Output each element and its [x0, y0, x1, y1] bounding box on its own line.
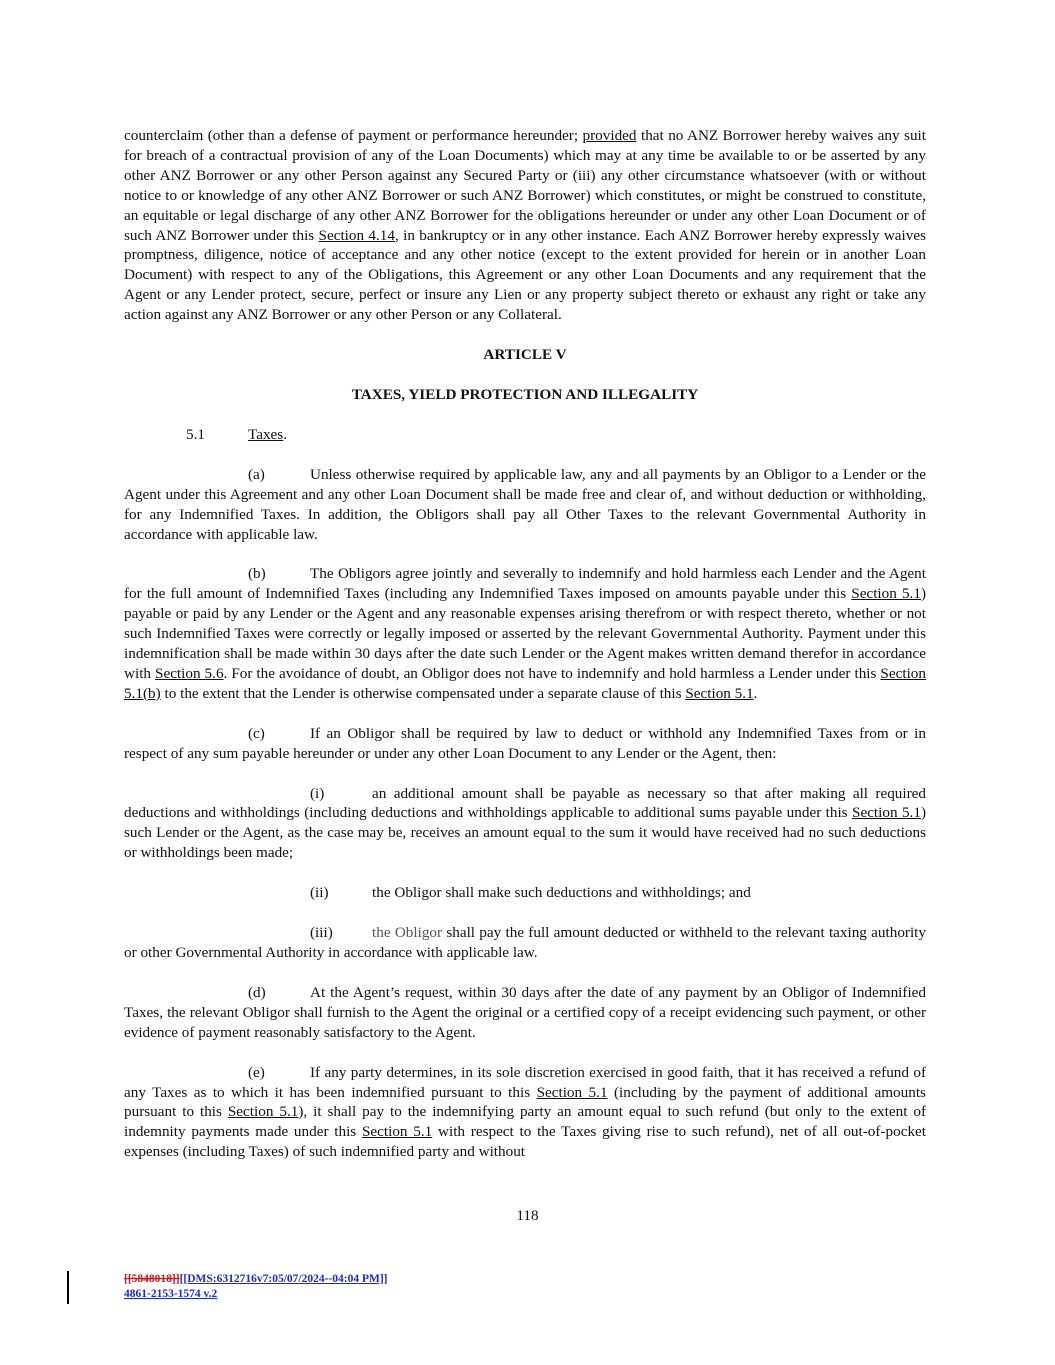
paragraph-c-label: (c)	[248, 724, 265, 742]
paragraph-c-ii-text: the Obligor shall make such deductions and withholdings; and	[372, 884, 751, 902]
section-title-period: .	[283, 425, 287, 443]
paragraph-c-text: If an Obligor shall be required by law to deduct or withhold any Indemnified Taxes from or in respect of any sum payable hereunder or under any other Loan Document to any Lender or the Agent, then:	[124, 724, 926, 762]
section-ref-5-1[interactable]: Section 5.1	[851, 585, 921, 603]
paragraph-c-i-text-2: ) such Lender or the Agent, as the case may be, receives an amount equal to the sum it would have received had no such deductions or withholdings been made;	[124, 804, 926, 862]
paragraph-e	[124, 1063, 926, 1163]
paragraph-e-text-1: If any party determines, in its sole discretion exercised in good faith, that it has received a refund of any Taxes as to which it has been indemnified pursuant to this	[124, 1063, 926, 1101]
section-ref-5-1[interactable]: Section 5.1	[361, 1123, 433, 1141]
paragraph-e-label: (e)	[248, 1063, 265, 1081]
intro-text-1: counterclaim (other than a defense of payment or performance hereunder;	[124, 127, 583, 144]
section-title: Taxes	[248, 425, 284, 443]
paragraph-e-text-3: ), it shall pay to the indemnifying party an amount equal to such refund (but only to the extent of indemnity payments made under this	[124, 1103, 927, 1141]
article-title: ARTICLE V	[483, 346, 567, 364]
paragraph-d-label: (d)	[248, 983, 266, 1001]
paragraph-a-text: Unless otherwise required by applicable law, any and all payments by an Obligor to a Lender or the Agent under this Agreement and any other Loan Document shall be made free and clear of, and without deduction or withholding, for any Indemnified Taxes. In addition, the Obligors shall pay all Other Taxes to the relevant Governmental Authority in accordance with applicable law.	[124, 465, 926, 543]
footer-deleted-id: [[5848018]]	[124, 1273, 180, 1285]
footer-doc-id: 4861-2153-1574 v.2	[124, 1288, 218, 1300]
page-number: 118	[516, 1207, 539, 1224]
section-ref-5-1[interactable]: Section 5.1	[227, 1103, 299, 1121]
section-ref-5-1-b[interactable]: Section 5.1(b)	[124, 664, 926, 702]
paragraph-b-text-4: to the extent that the Lender is otherwise compensated under a separate clause of this	[160, 684, 686, 702]
paragraph-e-text-2: (including by the payment of additional amounts pursuant to this	[124, 1083, 926, 1121]
paragraph-b-text-5: .	[753, 684, 758, 702]
paragraph-c-iii	[124, 923, 926, 963]
section-ref-4-14[interactable]: Section 4.14	[318, 226, 395, 244]
paragraph-e-text-4: with respect to the Taxes giving rise to such refund), net of all out-of-pocket expenses (including Taxes) of such indemnified party and without	[124, 1123, 926, 1161]
paragraph-c	[124, 724, 926, 764]
paragraph-c-iii-text-1: the Obligor	[372, 924, 443, 942]
paragraph-b	[124, 564, 926, 703]
paragraph-a	[124, 465, 926, 545]
section-number: 5.1	[186, 425, 205, 443]
paragraph-c-iii-text-2: shall pay the full amount deducted or withheld to the relevant taxing authority or other Governmental Authority in accordance with applicable law.	[124, 924, 927, 961]
provided-term: provided	[582, 127, 637, 144]
section-ref-5-6[interactable]: Section 5.6	[155, 664, 224, 682]
paragraph-d-text: At the Agent’s request, within 30 days after the date of any payment by an Obligor of Indemnified Taxes, the relevant Obligor shall furnish to the Agent the original or a certified copy of a receipt evidencing such payment, or other evidence of payment reasonably satisfactory to the Agent.	[124, 983, 926, 1041]
intro-text-2: that no ANZ Borrower hereby waives any suit for breach of a contractual provision of any of the Loan Documents) which may at any time be available to or be asserted by any other ANZ Borrower or any other Person against any Secured Party or (iii) any other circumstance whatsoever (with or without notice to or knowledge of any other ANZ Borrower or such ANZ Borrower) which constitutes, or might be construed to constitute, an equitable or legal discharge of any other ANZ Borrower for the obligations hereunder or under any other Loan Document or of such ANZ Borrower under this	[124, 127, 926, 244]
section-heading	[124, 425, 926, 445]
paragraph-c-ii-label: (ii)	[310, 884, 329, 902]
paragraph-c-i-text-1: an additional amount shall be payable as necessary so that after making all required deductions and withholdings (including deductions and withholdings applicable to additional sums payable under this	[124, 784, 926, 822]
footer-inserted-id: [[DMS:6312716v7:05/07/2024--04:04 PM]]	[179, 1273, 388, 1285]
article-subtitle: TAXES, YIELD PROTECTION AND ILLEGALITY	[351, 385, 699, 403]
paragraph-c-ii	[124, 883, 926, 903]
paragraph-b-text-3: . For the avoidance of doubt, an Obligor does not have to indemnify and hold harmless a Lender under this	[223, 664, 881, 682]
paragraph-c-iii-label: (iii)	[310, 924, 333, 942]
section-ref-5-1[interactable]: Section 5.1	[685, 684, 754, 702]
paragraph-c-i-label: (i)	[310, 784, 325, 802]
paragraph-b-label: (b)	[248, 565, 266, 583]
intro-text-3: , in bankruptcy or in any other instance. Each ANZ Borrower hereby expressly waives promptness, diligence, notice of acceptance and any other notice (except to the extent provided for herein or in another Loan Document) with respect to any of the Obligations, this Agreement or any other Loan Documents and any requirement that the Agent or any Lender protect, secure, perfect or insure any Lien or any property subject thereto or exhaust any right or take any action against any ANZ Borrower or any other Person or any Collateral.	[124, 226, 926, 324]
footer-dms-line	[124, 1272, 388, 1287]
document-footer	[124, 1272, 388, 1302]
intro-paragraph	[124, 126, 926, 325]
document-body	[124, 126, 926, 1162]
paragraph-a-label: (a)	[248, 465, 265, 483]
paragraph-b-text-1: The Obligors agree jointly and severally to indemnify and hold harmless each Lender and the Agent for the full amount of Indemnified Taxes (including any Indemnified Taxes imposed on amounts payable under this	[124, 565, 926, 603]
paragraph-c-i	[124, 784, 926, 864]
paragraph-b-text-2: ) payable or paid by any Lender or the Agent and any reasonable expenses arising therefrom or with respect thereto, whether or not such Indemnified Taxes were correctly or legally imposed or asserted by the relevant Governmental Authority. Payment under this indemnification shall be made within 30 days after the date such Lender or the Agent makes written demand therefor in accordance with	[124, 585, 926, 682]
change-bar	[67, 1271, 69, 1304]
section-ref-5-1[interactable]: Section 5.1	[852, 804, 921, 822]
paragraph-d	[124, 983, 926, 1043]
section-ref-5-1[interactable]: Section 5.1	[536, 1083, 608, 1101]
